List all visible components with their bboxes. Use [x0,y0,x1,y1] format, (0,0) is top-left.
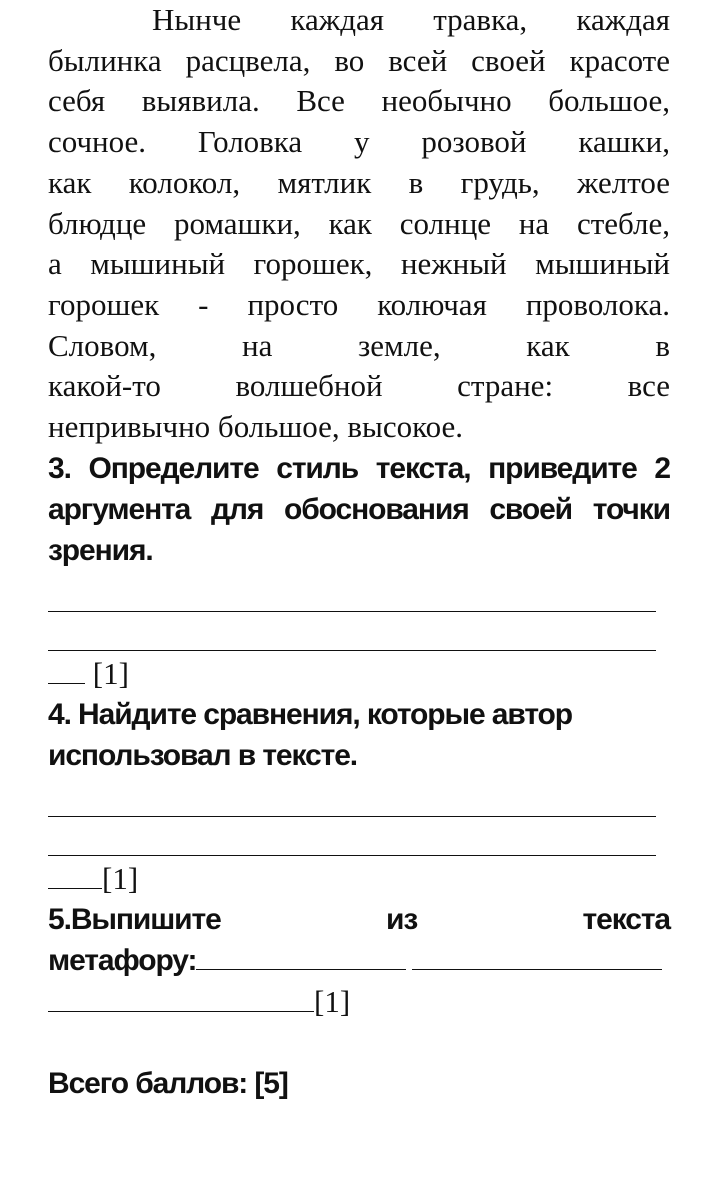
passage-line: горошек - просто колючая проволока. [48,286,670,322]
question-4-line: использовал в тексте. [48,738,358,772]
question-4-score: [1] [102,860,139,896]
answer-blank[interactable] [196,941,406,970]
reading-passage [48,0,670,448]
question-3 [48,448,670,571]
answer-blank[interactable] [412,941,662,970]
passage-line: непривычно большое, высокое. [48,409,464,445]
answer-line[interactable] [48,612,670,653]
question-5-line: 5.Выпишите из текста [48,902,670,936]
passage-line: себя выявила. Все необычно большое, [48,83,670,119]
answer-line[interactable] [48,776,670,817]
total-score [48,1063,670,1104]
answer-line[interactable] [48,571,670,612]
passage-line: сочное. Головка у розовой кашки, [48,124,670,160]
answer-blank[interactable] [48,981,314,1012]
answer-line[interactable] [48,817,670,858]
question-4-line: 4. Найдите сравнения, которые автор [48,697,572,731]
question-3-score: [1] [92,655,129,691]
question-3-line: аргумента для обоснования своей точки [48,492,670,526]
question-5-line [48,940,670,981]
answer-blank[interactable] [48,653,85,684]
question-5-label: метафору: [48,943,197,977]
passage-line: блюдце ромашки, как солнце на стебле, [48,205,670,241]
question-4 [48,694,670,776]
passage-line: а мышиный горошек, нежный мышиный [48,246,670,282]
passage-line: Словом, на земле, как в [48,327,670,363]
passage-line: какой-то волшебной стране: все [48,368,670,404]
question-4-score-row [48,858,670,899]
question-3-line: 3. Определите стиль текста, приведите 2 [48,451,670,485]
worksheet [48,0,670,1104]
passage-line: Нынче каждая травка, каждая [152,2,670,37]
question-3-line: зрения. [48,533,153,567]
passage-line: былинка расцвела, во всей своей красоте [48,42,670,78]
question-3-score-row [48,653,670,694]
total-score-label: Всего баллов: [5] [48,1066,288,1100]
question-5-score: [1] [314,983,351,1019]
question-5 [48,899,670,981]
passage-line: как колокол, мятлик в грудь, желтое [48,164,670,200]
answer-blank[interactable] [48,858,102,889]
question-5-score-row [48,981,670,1022]
